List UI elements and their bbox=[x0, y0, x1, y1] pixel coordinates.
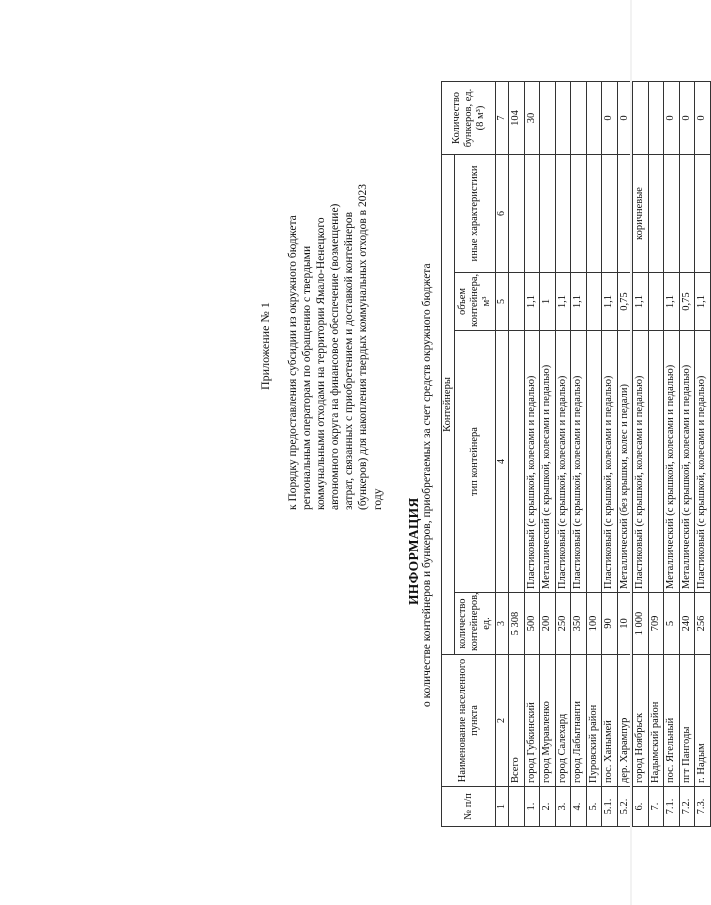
cell-settlement-name: город Муравленко bbox=[540, 655, 556, 787]
cell-container-count: 200 bbox=[540, 593, 556, 655]
header-type: тип контейнера bbox=[455, 331, 496, 593]
cell-num: 7.3. bbox=[695, 787, 711, 827]
cell-container-type: Металлический (с крышкой, колесами и педалью) bbox=[679, 331, 695, 593]
cell-container-volume: 1 bbox=[540, 273, 556, 331]
table-row bbox=[524, 82, 540, 827]
cell-num bbox=[509, 787, 525, 827]
cell-num: 5. bbox=[586, 787, 602, 827]
column-number: 5 bbox=[496, 273, 509, 331]
cell-container-volume: 1,1 bbox=[695, 273, 711, 331]
column-number: 3 bbox=[496, 593, 509, 655]
table-row bbox=[540, 82, 556, 827]
cell-num: 3. bbox=[555, 787, 571, 827]
cell-container-volume: 1,1 bbox=[664, 273, 680, 331]
header-volume: объем контейнера, м³ bbox=[455, 273, 496, 331]
cell-num: 1. bbox=[524, 787, 540, 827]
column-number-row bbox=[496, 82, 509, 827]
cell-container-count: 5 bbox=[664, 593, 680, 655]
header-name: Наименование населенного пункта bbox=[442, 655, 496, 787]
cell-other-characteristics bbox=[540, 155, 556, 273]
cell-container-volume bbox=[648, 273, 664, 331]
table-row bbox=[602, 82, 618, 827]
cell-settlement-name: город Губкинский bbox=[524, 655, 540, 787]
column-number: 2 bbox=[496, 655, 509, 787]
cell-container-count: 90 bbox=[602, 593, 618, 655]
cell-other-characteristics bbox=[664, 155, 680, 273]
cell-num: 5.1. bbox=[602, 787, 618, 827]
cell-other-characteristics bbox=[586, 155, 602, 273]
column-number: 1 bbox=[496, 787, 509, 827]
header-num: № п/п bbox=[442, 787, 496, 827]
cell-container-type: Пластиковый (с крышкой, колесами и педалью) bbox=[555, 331, 571, 593]
cell-settlement-name: город Салехард bbox=[555, 655, 571, 787]
cell-bunker-count bbox=[586, 82, 602, 155]
cell-num: 5.2. bbox=[617, 787, 633, 827]
cell-container-count: 240 bbox=[679, 593, 695, 655]
table-row bbox=[679, 82, 695, 827]
cell-bunker-count bbox=[555, 82, 571, 155]
cell-container-count: 350 bbox=[571, 593, 587, 655]
cell-bunker-count bbox=[540, 82, 556, 155]
cell-container-count: 709 bbox=[648, 593, 664, 655]
cell-settlement-name: дер. Харампур bbox=[617, 655, 633, 787]
column-number: 4 bbox=[496, 331, 509, 593]
cell-bunker-count bbox=[571, 82, 587, 155]
cell-settlement-name: Всего bbox=[509, 655, 525, 787]
cell-bunker-count: 0 bbox=[679, 82, 695, 155]
cell-container-type bbox=[648, 331, 664, 593]
cell-settlement-name: г. Надым bbox=[695, 655, 711, 787]
table-row bbox=[571, 82, 587, 827]
cell-settlement-name: город Ноябрьск bbox=[633, 655, 649, 787]
cell-bunker-count: 0 bbox=[602, 82, 618, 155]
cell-num: 6. bbox=[633, 787, 649, 827]
cell-container-volume: 1,1 bbox=[571, 273, 587, 331]
cell-num: 7. bbox=[648, 787, 664, 827]
cell-num: 2. bbox=[540, 787, 556, 827]
table-row bbox=[509, 82, 525, 827]
table-row bbox=[555, 82, 571, 827]
cell-container-type: Пластиковый (с крышкой, колесами и педалью) bbox=[602, 331, 618, 593]
cell-other-characteristics bbox=[524, 155, 540, 273]
cell-other-characteristics bbox=[555, 155, 571, 273]
table-body bbox=[509, 82, 711, 827]
cell-other-characteristics bbox=[648, 155, 664, 273]
table-row bbox=[648, 82, 664, 827]
table-row bbox=[633, 82, 649, 827]
cell-bunker-count: 0 bbox=[695, 82, 711, 155]
cell-container-type bbox=[586, 331, 602, 593]
cell-container-type: Пластиковый (с крышкой, колесами и педалью) bbox=[695, 331, 711, 593]
column-number: 6 bbox=[496, 155, 509, 273]
cell-settlement-name: Надымский район bbox=[648, 655, 664, 787]
cell-other-characteristics bbox=[509, 155, 525, 273]
cell-bunker-count: 0 bbox=[664, 82, 680, 155]
cell-container-count: 5 308 bbox=[509, 593, 525, 655]
cell-container-type: Пластиковый (с крышкой, колесами и педалью) bbox=[571, 331, 587, 593]
table-row bbox=[695, 82, 711, 827]
cell-settlement-name: пгт Пангоды bbox=[679, 655, 695, 787]
cell-container-count: 10 bbox=[617, 593, 633, 655]
column-number: 7 bbox=[496, 82, 509, 155]
cell-container-volume: 1,1 bbox=[555, 273, 571, 331]
cell-num: 7.1. bbox=[664, 787, 680, 827]
cell-settlement-name: город Лабытнанги bbox=[571, 655, 587, 787]
containers-table bbox=[441, 81, 711, 827]
cell-container-count: 500 bbox=[524, 593, 540, 655]
cell-num: 7.2. bbox=[679, 787, 695, 827]
scan-edge-line bbox=[630, 0, 632, 905]
appendix-label: Приложение № 1 bbox=[258, 302, 272, 390]
header-row-top bbox=[442, 82, 455, 827]
header-containers-group: Контейнеры bbox=[442, 155, 455, 655]
cell-other-characteristics: коричневые bbox=[633, 155, 649, 273]
cell-settlement-name: пос. Ягельный bbox=[664, 655, 680, 787]
cell-other-characteristics bbox=[695, 155, 711, 273]
cell-other-characteristics bbox=[571, 155, 587, 273]
cell-bunker-count: 0 bbox=[617, 82, 633, 155]
header-bunkers: Количество бункеров, ед. (8 м³) bbox=[442, 82, 496, 155]
cell-container-type bbox=[509, 331, 525, 593]
cell-container-type: Металлический (без крышки, колес и педали) bbox=[617, 331, 633, 593]
cell-settlement-name: Пуровский район bbox=[586, 655, 602, 787]
cell-bunker-count: 104 bbox=[509, 82, 525, 155]
cell-container-count: 1 000 bbox=[633, 593, 649, 655]
cell-container-count: 256 bbox=[695, 593, 711, 655]
cell-container-volume: 0,75 bbox=[617, 273, 633, 331]
table-row bbox=[664, 82, 680, 827]
cell-container-volume: 1,1 bbox=[524, 273, 540, 331]
cell-container-volume bbox=[509, 273, 525, 331]
cell-other-characteristics bbox=[679, 155, 695, 273]
cell-container-type: Металлический (с крышкой, колесами и педалью) bbox=[664, 331, 680, 593]
header-count: количество контейнеров, ед. bbox=[455, 593, 496, 655]
table-row bbox=[586, 82, 602, 827]
cell-other-characteristics bbox=[602, 155, 618, 273]
cell-bunker-count bbox=[648, 82, 664, 155]
document-title: ИНФОРМАЦИЯ bbox=[406, 497, 421, 605]
header-other: иные характеристики bbox=[455, 155, 496, 273]
cell-container-type: Металлический (с крышкой, колесами и педалью) bbox=[540, 331, 556, 593]
regulation-reference: к Порядку предоставления субсидии из окружного бюджета региональным операторам по обращению с твердыми коммунальными отходами на территории Ямало-Ненецкого автономного округа на финансовое обеспечение (возмещение) затрат, связанных с приобретением и доставкой контейнеров (бункеров) для накопления твердых коммунальных отходов в 2023 году bbox=[287, 184, 384, 510]
cell-num: 4. bbox=[571, 787, 587, 827]
cell-container-type: Пластиковый (с крышкой, колесами и педалью) bbox=[524, 331, 540, 593]
cell-container-count: 100 bbox=[586, 593, 602, 655]
cell-settlement-name: пос. Ханымей bbox=[602, 655, 618, 787]
cell-bunker-count: 30 bbox=[524, 82, 540, 155]
cell-container-volume: 1,1 bbox=[633, 273, 649, 331]
document-subtitle: о количестве контейнеров и бункеров, приобретаемых за счет средств окружного бюджета bbox=[421, 263, 433, 707]
cell-bunker-count bbox=[633, 82, 649, 155]
cell-container-type: Пластиковый (с крышкой, колесами и педалью) bbox=[633, 331, 649, 593]
cell-container-volume: 1,1 bbox=[602, 273, 618, 331]
cell-container-volume bbox=[586, 273, 602, 331]
cell-container-count: 250 bbox=[555, 593, 571, 655]
cell-container-volume: 0,75 bbox=[679, 273, 695, 331]
